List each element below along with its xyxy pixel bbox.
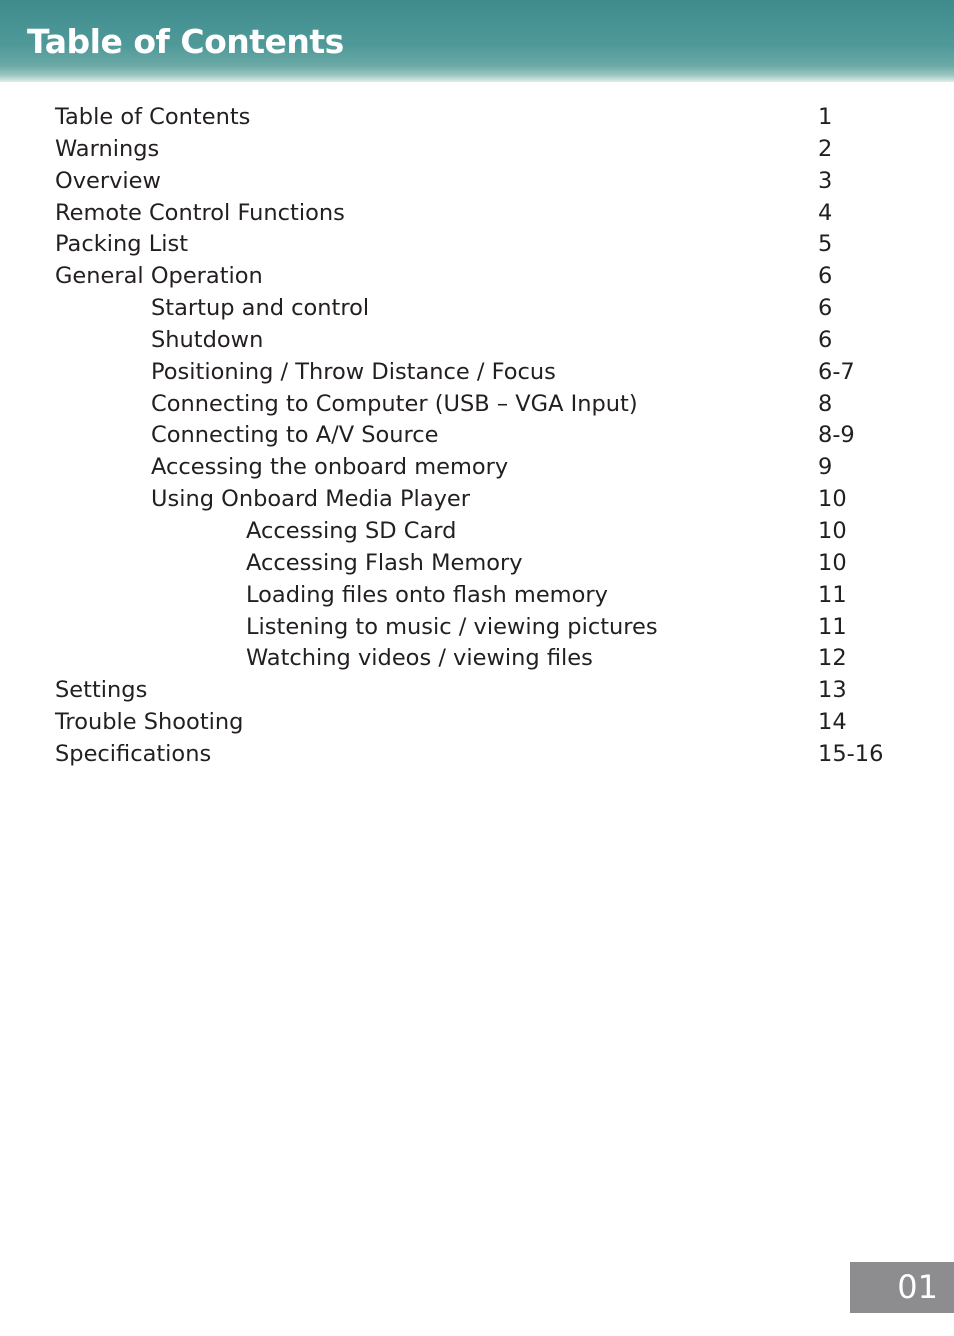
toc-entry-page: 6-7 [818,358,855,385]
toc-entry-title: Warnings [55,135,160,162]
toc-entry-page: 12 [818,645,847,672]
toc-entry-title: Accessing the onboard memory [151,454,509,481]
toc-entry-title: Listening to music / viewing pictures [246,613,658,640]
toc-entry[interactable] [0,229,954,261]
toc-entry-title: Overview [55,167,161,194]
header-band [0,0,954,82]
table-of-contents [0,102,954,771]
toc-entry-title: Accessing SD Card [246,517,457,544]
toc-entry-title: Watching videos / viewing files [246,645,593,672]
toc-entry-page: 3 [818,167,833,194]
toc-entry-title: General Operation [55,263,263,290]
toc-entry-page: 6 [818,295,833,322]
toc-entry-page: 14 [818,709,847,736]
toc-entry[interactable] [0,198,954,230]
toc-entry-page: 4 [818,199,833,226]
toc-entry-page: 11 [818,581,847,608]
page-title: Table of Contents [27,22,344,61]
toc-entry[interactable] [0,739,954,771]
toc-entry-title: Accessing Flash Memory [246,549,523,576]
toc-entry-page: 10 [818,549,847,576]
toc-entry-title: Using Onboard Media Player [151,486,470,513]
toc-entry-title: Shutdown [151,326,264,353]
toc-entry-page: 15-16 [818,740,884,767]
toc-entry-title: Connecting to A/V Source [151,422,439,449]
toc-entry[interactable] [0,580,954,612]
toc-entry-title: Trouble Shooting [55,709,244,736]
toc-entry[interactable] [0,293,954,325]
toc-entry-page: 6 [818,326,833,353]
toc-entry-title: Loading files onto flash memory [246,581,608,608]
toc-entry-title: Packing List [55,231,189,258]
toc-entry-page: 9 [818,454,833,481]
toc-entry[interactable] [0,261,954,293]
toc-entry[interactable] [0,325,954,357]
toc-entry[interactable] [0,452,954,484]
toc-entry-page: 11 [818,613,847,640]
toc-entry-page: 5 [818,231,833,258]
toc-entry-page: 2 [818,135,833,162]
toc-entry-page: 8 [818,390,833,417]
toc-entry-page: 1 [818,104,833,130]
toc-entry[interactable] [0,357,954,389]
toc-entry-page: 10 [818,486,847,513]
toc-entry[interactable] [0,484,954,516]
toc-entry[interactable] [0,389,954,421]
toc-entry-page: 6 [818,263,833,290]
toc-entry-title: Remote Control Functions [55,199,345,226]
page-number-tab [850,1262,954,1313]
toc-entry[interactable] [0,707,954,739]
toc-entry[interactable] [0,516,954,548]
toc-entry[interactable] [0,643,954,675]
toc-entry[interactable] [0,102,954,134]
toc-entry-page: 10 [818,517,847,544]
toc-entry-page: 8-9 [818,422,855,449]
toc-entry-title: Connecting to Computer (USB – VGA Input) [151,390,638,417]
page-number: 01 [897,1268,938,1306]
toc-entry[interactable] [0,675,954,707]
toc-entry-title: Settings [55,677,148,704]
toc-entry[interactable] [0,612,954,644]
toc-entry[interactable] [0,134,954,166]
toc-entry[interactable] [0,420,954,452]
toc-entry[interactable] [0,166,954,198]
toc-entry-title: Positioning / Throw Distance / Focus [151,358,556,385]
toc-entry-title: Specifications [55,740,212,767]
toc-entry[interactable] [0,548,954,580]
toc-entry-page: 13 [818,677,847,704]
toc-entry-title: Startup and control [151,295,370,322]
toc-entry-title: Table of Contents [55,104,251,130]
